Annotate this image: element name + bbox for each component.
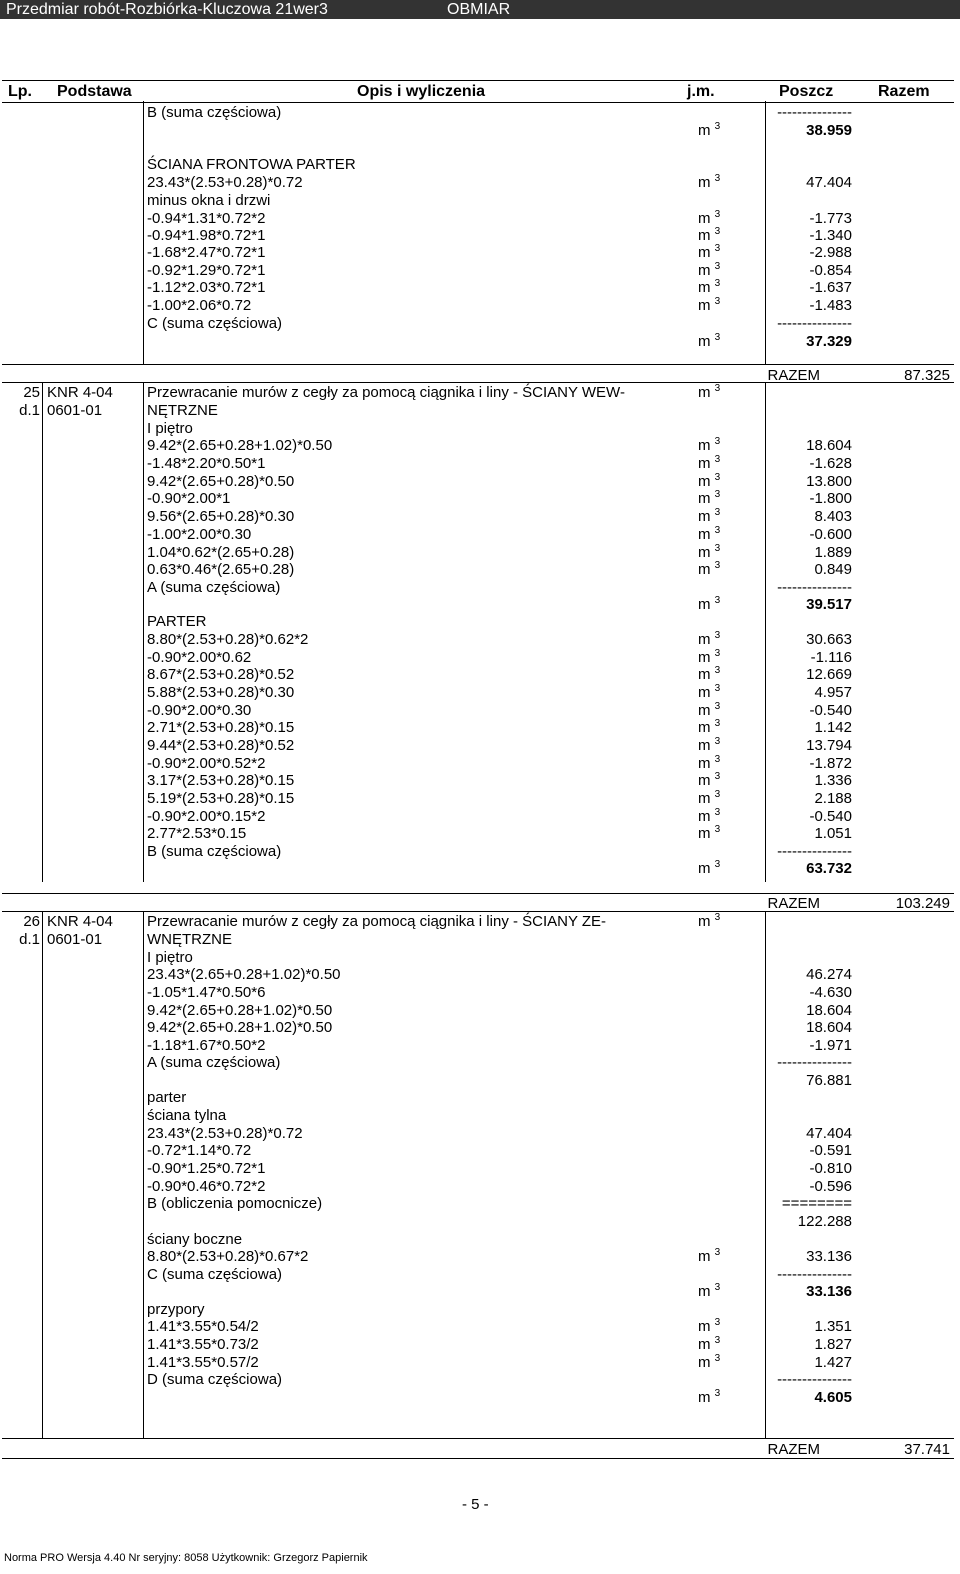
description: -0.94*1.31*0.72*2 [147,210,266,227]
description: 23.43*(2.53+0.28)*0.72 [147,174,303,191]
description: -0.90*2.00*0.62 [147,649,252,666]
description: Przewracanie murów z cegły za pomocą ciągnika i liny - ŚCIANY WEW- [147,384,625,401]
total-value: 103.249 [895,895,950,912]
description: -0.72*1.14*0.72 [147,1142,252,1159]
description: 8.80*(2.53+0.28)*0.67*2 [147,1248,309,1265]
description: -0.94*1.98*0.72*1 [147,227,266,244]
description: -0.90*2.00*1 [147,490,231,507]
unit-exponent: 3 [714,121,721,132]
unit-base: m [698,596,711,613]
subtotal-separator: --------------- [777,315,852,332]
unit-base: m [698,1248,711,1265]
col-poszcz: Poszcz [779,83,834,100]
unit-exponent: 3 [714,261,721,272]
quantity-value: 18.604 [806,1002,852,1019]
unit-exponent: 3 [714,436,721,447]
quantity-value: 47.404 [806,174,852,191]
description: przypory [147,1301,205,1318]
quantity-value: -0.540 [809,702,852,719]
unit-base: m [698,1389,711,1406]
unit-m3 [698,596,720,614]
unit-exponent: 3 [714,718,721,729]
grid-line [42,382,43,882]
quantity-value: 1.351 [814,1318,852,1335]
quantity-value: -0.591 [809,1142,852,1159]
unit-m3 [698,279,720,297]
quantity-value: 2.188 [814,790,852,807]
quantity-value: 122.288 [797,1213,852,1230]
unit-m3 [698,684,720,702]
description: -0.90*1.25*0.72*1 [147,1160,266,1177]
total-label: RAZEM [767,895,820,912]
quantity-value: 1.427 [814,1354,852,1371]
description: B (obliczenia pomocnicze) [147,1195,323,1212]
unit-exponent: 3 [714,489,721,500]
description: 9.42*(2.65+0.28+1.02)*0.50 [147,1002,333,1019]
total-label: RAZEM [767,367,820,384]
description: -0.90*2.00*0.30 [147,702,252,719]
description: 9.42*(2.65+0.28+1.02)*0.50 [147,1019,333,1036]
document-title: Przedmiar robót-Rozbiórka-Kluczowa 21wer3 [6,1,328,18]
subtotal-value: 63.732 [806,860,852,877]
footer-info: Norma PRO Wersja 4.40 Nr seryjny: 8058 Użytkownik: Grzegorz Papiernik [4,1552,368,1564]
unit-exponent: 3 [714,789,721,800]
quantity-value: -1.483 [809,297,852,314]
quantity-value: 76.881 [806,1072,852,1089]
unit-m3 [698,122,720,140]
unit-exponent: 3 [714,824,721,835]
unit-m3 [698,1318,720,1336]
item-number: d.1 [19,931,40,948]
unit-base: m [698,526,711,543]
unit-exponent: 3 [714,278,721,289]
unit-exponent: 3 [714,807,721,818]
basis-code: 0601-01 [47,402,103,419]
unit-base: m [698,631,711,648]
description: 9.44*(2.53+0.28)*0.52 [147,737,295,754]
quantity-value: 8.403 [814,508,852,525]
unit-base: m [698,544,711,561]
description: 9.56*(2.65+0.28)*0.30 [147,508,295,525]
unit-base: m [698,333,711,350]
unit-m3 [698,561,720,579]
quantity-value: 1.336 [814,772,852,789]
description: -1.00*2.06*0.72 [147,297,252,314]
unit-exponent: 3 [714,736,721,747]
col-jm: j.m. [687,83,715,100]
title-bar [0,0,960,19]
description: 23.43*(2.65+0.28+1.02)*0.50 [147,966,341,983]
basis-code: KNR 4-04 [47,384,113,401]
col-podstawa: Podstawa [57,83,132,100]
unit-m3 [698,913,720,931]
unit-m3 [698,790,720,808]
description: 9.42*(2.65+0.28)*0.50 [147,473,295,490]
total-value: 87.325 [904,367,950,384]
subtotal-separator: --------------- [777,1054,852,1071]
row-separator [2,364,954,365]
unit-exponent: 3 [714,560,721,571]
description: parter [147,1089,187,1106]
col-lp: Lp. [8,83,32,100]
description: ŚCIANA FRONTOWA PARTER [147,156,356,173]
subtotal-value: 4.605 [814,1389,852,1406]
description: A (suma częściowa) [147,579,281,596]
quantity-value: 13.794 [806,737,852,754]
grid-line [143,911,144,1438]
description: 0.63*0.46*(2.65+0.28) [147,561,295,578]
description: 1.41*3.55*0.57/2 [147,1354,259,1371]
description: -1.18*1.67*0.50*2 [147,1037,266,1054]
unit-m3 [698,719,720,737]
quantity-value: 18.604 [806,1019,852,1036]
unit-m3 [698,174,720,192]
description: D (suma częściowa) [147,1371,283,1388]
unit-base: m [698,808,711,825]
unit-base: m [698,1318,711,1335]
grid-line [765,101,766,364]
quantity-value: -2.988 [809,244,852,261]
unit-base: m [698,384,711,401]
description: -1.48*2.20*0.50*1 [147,455,266,472]
unit-exponent: 3 [714,226,721,237]
unit-exponent: 3 [714,243,721,254]
row-separator [2,893,954,894]
quantity-value: -1.971 [809,1037,852,1054]
col-razem: Razem [878,83,930,100]
subtotal-value: 37.329 [806,333,852,350]
subtotal-separator: --------------- [777,843,852,860]
unit-base: m [698,1354,711,1371]
grid-line [765,911,766,1438]
quantity-value: 0.849 [814,561,852,578]
description: I piętro [147,949,193,966]
unit-exponent: 3 [714,543,721,554]
unit-exponent: 3 [714,173,721,184]
unit-exponent: 3 [714,683,721,694]
unit-exponent: 3 [714,525,721,536]
unit-base: m [698,1283,711,1300]
description: 8.80*(2.53+0.28)*0.62*2 [147,631,309,648]
subtotal-separator: ======== [781,1195,852,1212]
unit-base: m [698,210,711,227]
description: -1.00*2.00*0.30 [147,526,252,543]
unit-m3 [698,666,720,684]
quantity-value: 1.827 [814,1336,852,1353]
quantity-value: 13.800 [806,473,852,490]
description: 1.41*3.55*0.54/2 [147,1318,259,1335]
description: B (suma częściowa) [147,843,282,860]
quantity-value: -1.773 [809,210,852,227]
unit-base: m [698,790,711,807]
quantity-value: -0.810 [809,1160,852,1177]
unit-m3 [698,1389,720,1407]
unit-base: m [698,772,711,789]
unit-base: m [698,719,711,736]
column-header-row [2,80,954,103]
unit-base: m [698,297,711,314]
unit-m3 [698,1354,720,1372]
unit-exponent: 3 [714,665,721,676]
description: -1.05*1.47*0.50*6 [147,984,266,1001]
quantity-value: -1.637 [809,279,852,296]
unit-base: m [698,1336,711,1353]
description: 8.67*(2.53+0.28)*0.52 [147,666,295,683]
description: C (suma częściowa) [147,315,283,332]
description: ściany boczne [147,1231,243,1248]
unit-base: m [698,437,711,454]
description: 9.42*(2.65+0.28+1.02)*0.50 [147,437,333,454]
unit-exponent: 3 [714,296,721,307]
unit-exponent: 3 [714,472,721,483]
subtotal-separator: --------------- [777,104,852,121]
description: A (suma częściowa) [147,1054,281,1071]
description: PARTER [147,613,207,630]
unit-base: m [698,473,711,490]
unit-base: m [698,860,711,877]
page-number: - 5 - [462,1496,489,1513]
unit-exponent: 3 [714,648,721,659]
row-separator [2,1438,954,1439]
grid-line [143,101,144,364]
total-label: RAZEM [767,1441,820,1458]
description: 1.04*0.62*(2.65+0.28) [147,544,295,561]
description: -0.92*1.29*0.72*1 [147,262,266,279]
unit-m3 [698,244,720,262]
unit-base: m [698,227,711,244]
unit-base: m [698,561,711,578]
quantity-value: -0.600 [809,526,852,543]
grid-line [143,382,144,882]
quantity-value: 18.604 [806,437,852,454]
item-number: d.1 [19,402,40,419]
unit-exponent: 3 [714,859,721,870]
quantity-value: -0.596 [809,1178,852,1195]
description: minus okna i drzwi [147,192,271,209]
unit-exponent: 3 [714,1317,721,1328]
unit-base: m [698,649,711,666]
description: 2.77*2.53*0.15 [147,825,247,842]
quantity-value: 33.136 [806,1248,852,1265]
basis-code: KNR 4-04 [47,913,113,930]
grid-line [42,911,43,1438]
unit-base: m [698,122,711,139]
unit-m3 [698,631,720,649]
unit-base: m [698,913,711,930]
description: I piętro [147,420,193,437]
unit-exponent: 3 [714,454,721,465]
unit-exponent: 3 [714,595,721,606]
unit-m3 [698,825,720,843]
unit-exponent: 3 [714,1282,721,1293]
unit-exponent: 3 [714,332,721,343]
unit-base: m [698,508,711,525]
quantity-value: -1.116 [810,649,852,666]
description: B (suma częściowa) [147,104,282,121]
quantity-value: 4.957 [814,684,852,701]
quantity-value: 47.404 [806,1125,852,1142]
unit-m3 [698,1248,720,1266]
subtotal-separator: --------------- [777,1371,852,1388]
unit-m3 [698,297,720,315]
quantity-value: -1.628 [809,455,852,472]
quantity-value: -1.800 [809,490,852,507]
unit-m3 [698,455,720,473]
unit-base: m [698,490,711,507]
quantity-value: -0.854 [809,262,852,279]
subtotal-separator: --------------- [777,1266,852,1283]
unit-base: m [698,666,711,683]
description: 2.71*(2.53+0.28)*0.15 [147,719,295,736]
unit-exponent: 3 [714,1247,721,1258]
unit-exponent: 3 [714,630,721,641]
description: -0.90*2.00*0.15*2 [147,808,266,825]
item-number: 26 [23,913,40,930]
col-opis: Opis i wyliczenia [357,83,486,100]
unit-base: m [698,262,711,279]
unit-exponent: 3 [714,1388,721,1399]
unit-m3 [698,737,720,755]
description: -1.68*2.47*0.72*1 [147,244,266,261]
unit-exponent: 3 [714,383,721,394]
description: 3.17*(2.53+0.28)*0.15 [147,772,295,789]
subtotal-value: 33.136 [806,1283,852,1300]
unit-base: m [698,455,711,472]
subtotal-value: 38.959 [806,122,852,139]
unit-base: m [698,244,711,261]
unit-base: m [698,279,711,296]
quantity-value: 1.142 [814,719,852,736]
unit-base: m [698,702,711,719]
description: 5.19*(2.53+0.28)*0.15 [147,790,295,807]
quantity-value: -4.630 [809,984,852,1001]
description: 23.43*(2.53+0.28)*0.72 [147,1125,303,1142]
description: 1.41*3.55*0.73/2 [147,1336,259,1353]
unit-exponent: 3 [714,754,721,765]
unit-m3 [698,437,720,455]
unit-m3 [698,384,720,402]
unit-m3 [698,333,720,351]
quantity-value: -0.540 [809,808,852,825]
unit-m3 [698,1283,720,1301]
quantity-value: 12.669 [806,666,852,683]
description: WNĘTRZNE [147,931,232,948]
quantity-value: 1.889 [814,544,852,561]
unit-m3 [698,1336,720,1354]
unit-exponent: 3 [714,507,721,518]
quantity-value: -1.872 [809,755,852,772]
quantity-value: 1.051 [814,825,852,842]
unit-exponent: 3 [714,209,721,220]
grid-line [765,382,766,882]
unit-exponent: 3 [714,1335,721,1346]
description: NĘTRZNE [147,402,218,419]
description: Przewracanie murów z cegły za pomocą ciągnika i liny - ŚCIANY ZE- [147,913,607,930]
description: -0.90*2.00*0.52*2 [147,755,266,772]
document-type: OBMIAR [447,1,511,18]
total-value: 37.741 [904,1441,950,1458]
description: 5.88*(2.53+0.28)*0.30 [147,684,295,701]
description: -1.12*2.03*0.72*1 [147,279,266,296]
unit-m3 [698,508,720,526]
unit-exponent: 3 [714,912,721,923]
unit-m3 [698,772,720,790]
unit-exponent: 3 [714,1353,721,1364]
description: -0.90*0.46*0.72*2 [147,1178,266,1195]
basis-code: 0601-01 [47,931,103,948]
item-number: 25 [23,384,40,401]
unit-base: m [698,755,711,772]
unit-m3 [698,490,720,508]
description: C (suma częściowa) [147,1266,283,1283]
unit-base: m [698,737,711,754]
subtotal-value: 39.517 [806,596,852,613]
quantity-value: 46.274 [806,966,852,983]
unit-base: m [698,825,711,842]
unit-exponent: 3 [714,701,721,712]
unit-m3 [698,860,720,878]
subtotal-separator: --------------- [777,579,852,596]
unit-base: m [698,684,711,701]
unit-exponent: 3 [714,771,721,782]
quantity-value: 30.663 [806,631,852,648]
unit-base: m [698,174,711,191]
quantity-value: -1.340 [809,227,852,244]
unit-m3 [698,526,720,544]
description: ściana tylna [147,1107,227,1124]
